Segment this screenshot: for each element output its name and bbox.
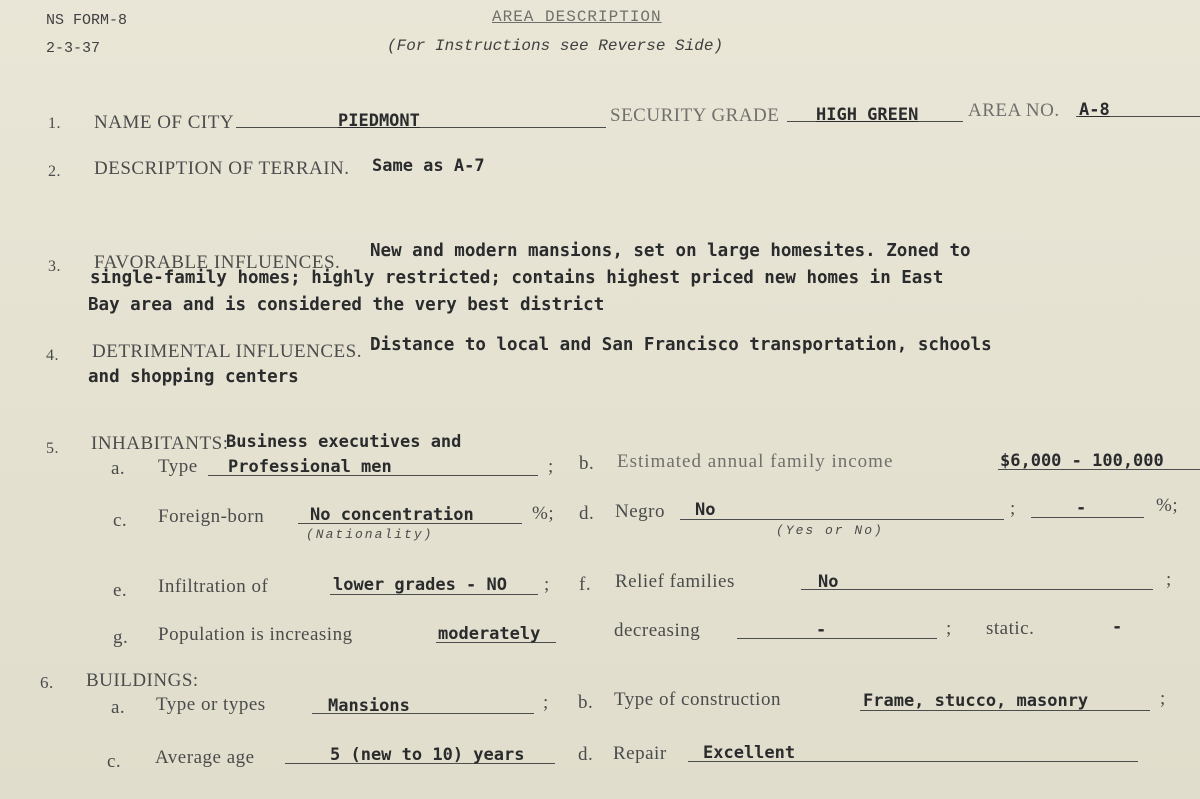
item2-number: 2.	[48, 163, 61, 180]
nationality-note: (Nationality)	[306, 527, 434, 542]
infiltration-value: lower grades - NO	[333, 575, 507, 595]
terrain-label: DESCRIPTION OF TERRAIN.	[94, 158, 350, 179]
inhabitants-a-letter: a.	[111, 458, 126, 479]
negro-percent-value: -	[1076, 498, 1087, 518]
detrimental-line-1: Distance to local and San Francisco transportation, schools	[370, 335, 992, 355]
inhabitants-b-letter: b.	[579, 453, 595, 474]
building-types-value: Mansions	[328, 696, 410, 716]
population-increasing-value: moderately	[438, 624, 541, 644]
inhabitants-e-letter: e.	[113, 580, 128, 601]
item1-number: 1.	[48, 115, 61, 132]
negro-label: Negro	[615, 501, 665, 522]
relief-families-underline	[801, 589, 1153, 590]
favorable-line-2: single-family homes; highly restricted; contains highest priced new homes in East	[90, 268, 944, 288]
terrain-value: Same as A-7	[372, 156, 485, 176]
inhabitants-c-letter: c.	[113, 510, 128, 531]
detrimental-label: DETRIMENTAL INFLUENCES.	[92, 341, 362, 362]
construction-semicolon: ;	[1160, 688, 1166, 709]
relief-families-label: Relief families	[615, 571, 735, 592]
buildings-a-letter: a.	[111, 697, 126, 718]
item3-number: 3.	[48, 258, 61, 275]
infiltration-label: Infiltration of	[158, 576, 269, 597]
foreign-born-percent: %;	[532, 503, 555, 524]
inhabitants-value: Business executives and	[226, 432, 462, 452]
buildings-label: BUILDINGS:	[86, 670, 199, 691]
favorable-line-3: Bay area and is considered the very best district	[88, 295, 605, 315]
infiltration-semicolon: ;	[544, 574, 550, 595]
city-value: PIEDMONT	[338, 111, 420, 131]
buildings-c-letter: c.	[107, 751, 122, 772]
buildings-b-letter: b.	[578, 692, 594, 713]
negro-percent-underline	[1031, 517, 1144, 518]
inhabitants-type-label: Type	[158, 456, 198, 477]
item6-number: 6.	[40, 673, 54, 692]
buildings-d-letter: d.	[578, 744, 594, 765]
foreign-born-value: No concentration	[310, 505, 474, 525]
population-decreasing-semicolon: ;	[946, 618, 952, 639]
detrimental-line-2: and shopping centers	[88, 367, 299, 387]
favorable-label: FAVORABLE INFLUENCES.	[94, 252, 341, 273]
security-grade-value: HIGH GREEN	[816, 105, 919, 125]
inhabitants-type-semicolon: ;	[548, 456, 554, 477]
relief-families-value: No	[818, 572, 839, 592]
favorable-line-1: New and modern mansions, set on large homesites. Zoned to	[370, 241, 971, 261]
income-label: Estimated annual family income	[617, 451, 894, 472]
form-title: AREA DESCRIPTION	[492, 8, 662, 26]
population-decreasing-underline	[737, 638, 937, 639]
area-number-value: A-8	[1079, 100, 1110, 120]
construction-value: Frame, stucco, masonry	[863, 691, 1089, 711]
item5-number: 5.	[46, 440, 59, 457]
security-grade-label: SECURITY GRADE	[610, 105, 780, 126]
inhabitants-g-letter: g.	[113, 627, 129, 648]
inhabitants-f-letter: f.	[579, 574, 592, 595]
population-decreasing-value: -	[816, 620, 827, 640]
inhabitants-d-letter: d.	[579, 503, 595, 524]
average-age-value: 5 (new to 10) years	[330, 745, 525, 765]
repair-label: Repair	[613, 743, 667, 764]
item4-number: 4.	[46, 347, 59, 364]
city-label: NAME OF CITY	[94, 112, 235, 133]
population-static-value: -	[1112, 617, 1123, 637]
population-increasing-label: Population is increasing	[158, 624, 353, 645]
average-age-label: Average age	[155, 747, 255, 768]
building-types-semicolon: ;	[543, 692, 549, 713]
form-id: NS FORM-8	[46, 12, 128, 29]
building-types-label: Type or types	[156, 694, 266, 715]
negro-percent: %;	[1156, 495, 1179, 516]
negro-value: No	[695, 500, 716, 520]
city-underline	[236, 127, 606, 128]
negro-underline	[680, 519, 1004, 520]
relief-families-semicolon: ;	[1166, 569, 1172, 590]
population-static-label: static.	[986, 618, 1035, 639]
inhabitants-type-value: Professional men	[228, 457, 392, 477]
yes-or-no-note: (Yes or No)	[776, 523, 884, 538]
population-decreasing-label: decreasing	[614, 620, 701, 641]
inhabitants-label: INHABITANTS:	[91, 433, 229, 454]
construction-label: Type of construction	[614, 689, 781, 710]
area-number-label: AREA NO.	[968, 100, 1060, 121]
form-date: 2-3-37	[46, 40, 101, 57]
repair-value: Excellent	[703, 743, 796, 763]
negro-semicolon: ;	[1010, 498, 1016, 519]
income-value: $6,000 - 100,000	[1000, 451, 1164, 471]
form-subtitle: (For Instructions see Reverse Side)	[387, 37, 724, 55]
foreign-born-label: Foreign-born	[158, 506, 265, 527]
